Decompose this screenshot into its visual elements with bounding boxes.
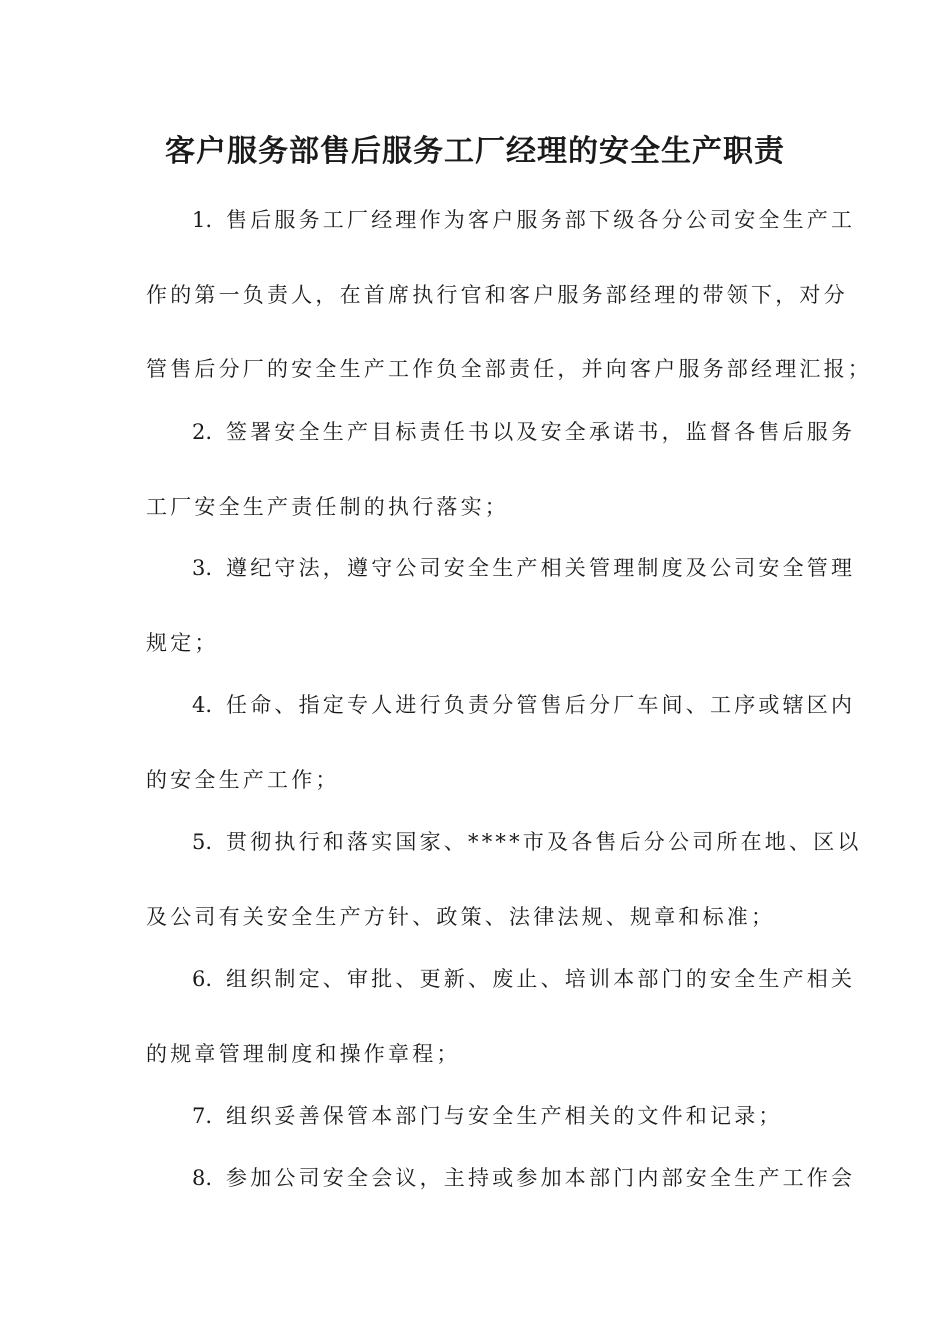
list-item-2-line-2: 工厂安全生产责任制的执行落实； bbox=[146, 495, 509, 519]
list-item-text: 组织妥善保管本部门与安全生产相关的文件和记录； bbox=[226, 1104, 783, 1128]
list-item-6-line-1 bbox=[192, 963, 856, 995]
list-item-number: 5. bbox=[192, 830, 213, 854]
list-item-text: 贯彻执行和落实国家、****市及各售后分公司所在地、区以 bbox=[226, 830, 862, 854]
list-item-1-line-2: 作的第一负责人，在首席执行官和客户服务部经理的带领下，对分 bbox=[146, 283, 848, 307]
list-item-5-line-2: 及公司有关安全生产方针、政策、法律法规、规章和标准； bbox=[146, 905, 776, 929]
list-item-number: 6. bbox=[192, 967, 213, 991]
list-item-number: 4. bbox=[192, 693, 213, 717]
list-item-1-line-3: 管售后分厂的安全生产工作负全部责任，并向客户服务部经理汇报； bbox=[146, 357, 872, 381]
list-item-4-line-2: 的安全生产工作； bbox=[146, 768, 340, 792]
list-item-number: 2. bbox=[192, 420, 213, 444]
list-item-number: 3. bbox=[192, 556, 213, 580]
list-item-6-line-2: 的规章管理制度和操作章程； bbox=[146, 1042, 461, 1066]
list-item-text: 参加公司安全会议，主持或参加本部门内部安全生产工作会 bbox=[226, 1166, 856, 1190]
list-item-number: 7. bbox=[192, 1104, 213, 1128]
list-item-text: 遵纪守法，遵守公司安全生产相关管理制度及公司安全管理 bbox=[226, 556, 856, 580]
list-item-text: 签署安全生产目标责任书以及安全承诺书，监督各售后服务 bbox=[226, 420, 856, 444]
list-item-8-line-1 bbox=[192, 1162, 856, 1194]
list-item-text: 组织制定、审批、更新、废止、培训本部门的安全生产相关 bbox=[226, 967, 856, 991]
list-item-text: 售后服务工厂经理作为客户服务部下级各分公司安全生产工 bbox=[226, 208, 856, 232]
list-item-3-line-2: 规定； bbox=[146, 631, 219, 655]
list-item-text: 任命、指定专人进行负责分管售后分厂车间、工序或辖区内 bbox=[226, 693, 856, 717]
list-item-3-line-1 bbox=[192, 552, 856, 584]
list-item-number: 8. bbox=[192, 1166, 213, 1190]
list-item-7-line-1 bbox=[192, 1100, 810, 1132]
list-item-4-line-1 bbox=[192, 689, 856, 721]
page-title: 客户服务部售后服务工厂经理的安全生产职责 bbox=[165, 134, 785, 169]
list-item-number: 1. bbox=[192, 208, 213, 232]
list-item-1-line-1 bbox=[192, 204, 856, 236]
list-item-5-line-1 bbox=[192, 826, 862, 858]
list-item-2-line-1 bbox=[192, 416, 856, 448]
